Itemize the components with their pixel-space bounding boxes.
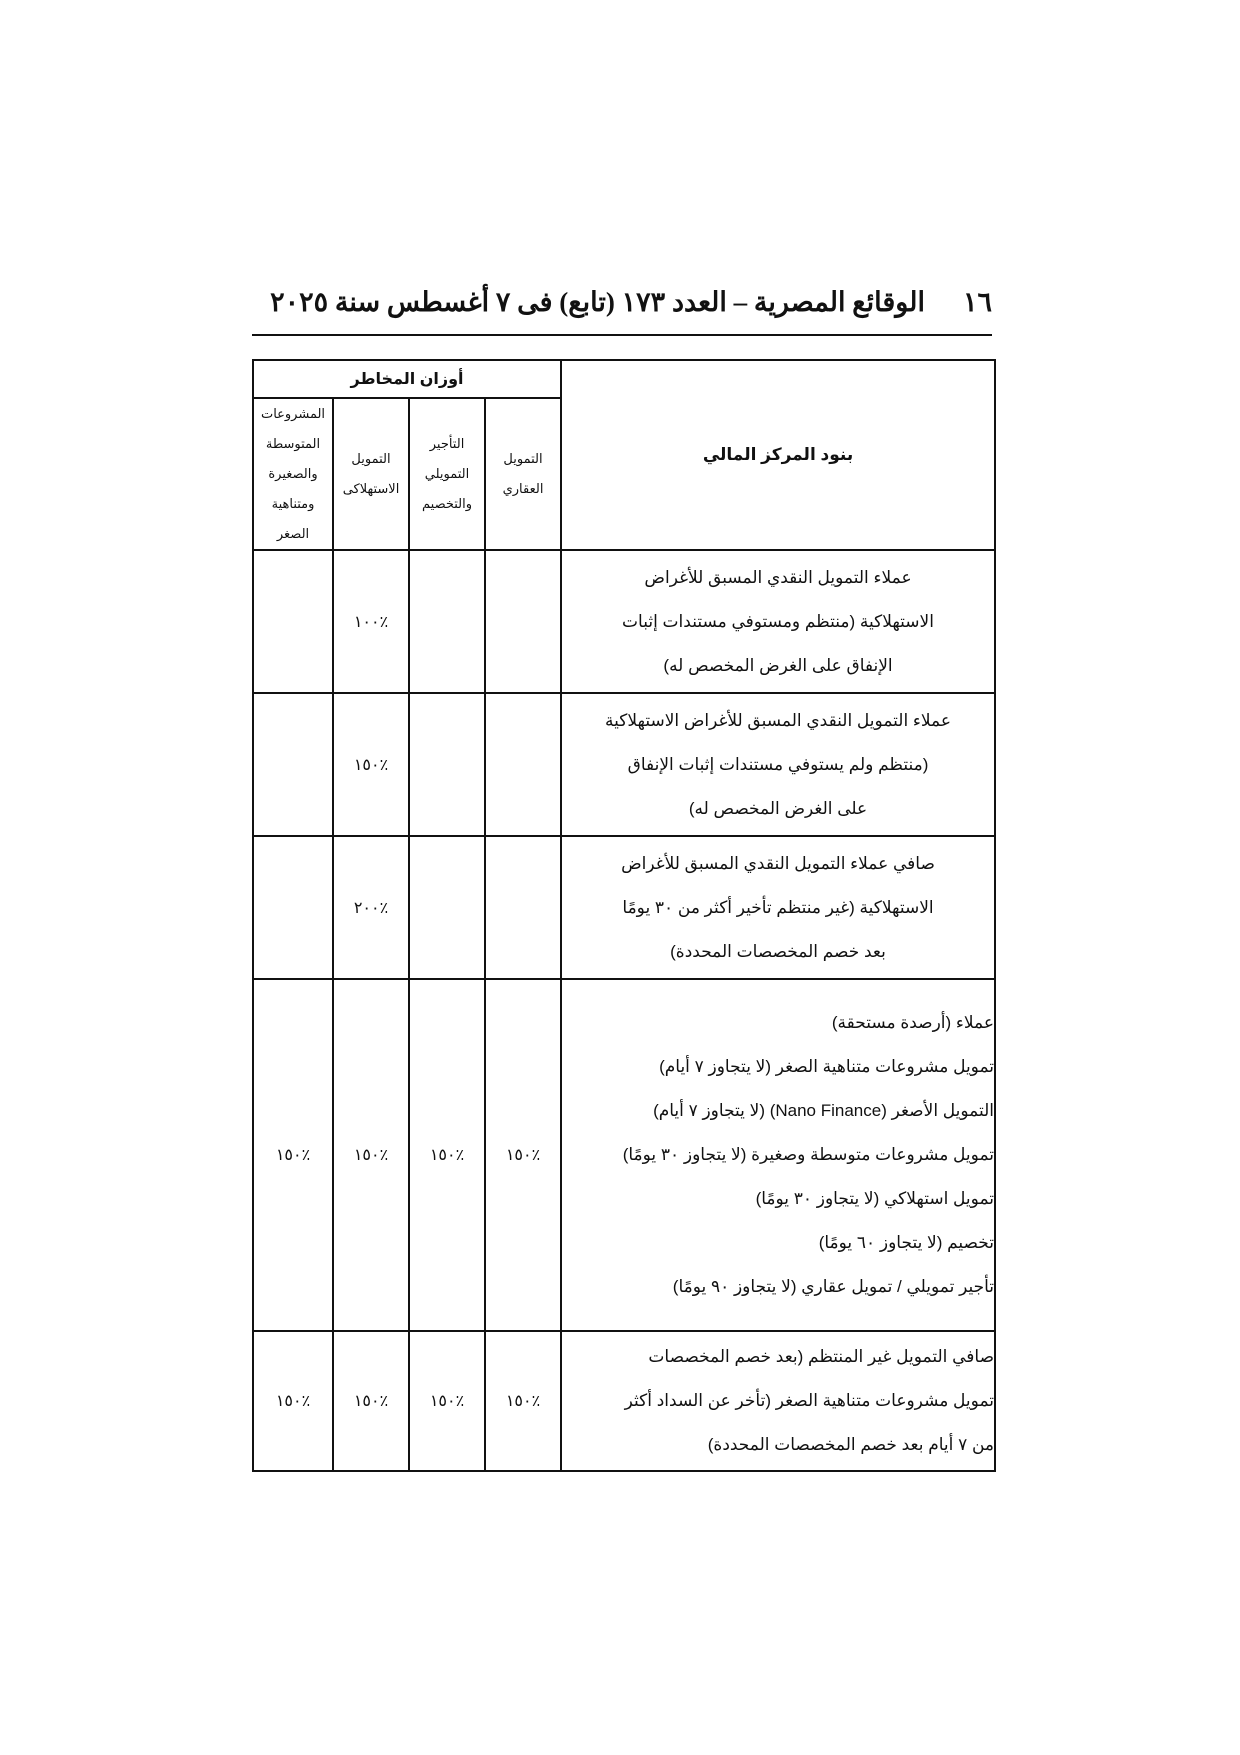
- item-line: من ٧ أيام بعد خصم المخصصات المحددة): [707, 1435, 995, 1454]
- item-line: عملاء التمويل النقدي المسبق للأغراض الاستهلاكية: [605, 710, 952, 730]
- row-item-text: [561, 1331, 995, 1471]
- item-line: صافي التمويل غير المنتظم (بعد خصم المخصصات: [648, 1347, 995, 1366]
- weight-cell: ٪١٥٠: [333, 693, 409, 836]
- weight-cell: [253, 550, 333, 693]
- item-line: الإنفاق على الغرض المخصص له): [663, 655, 893, 675]
- column-header-real-estate: التمويل العقاري: [485, 398, 561, 550]
- item-line: بعد خصم المخصصات المحددة): [670, 941, 886, 961]
- page-number: ١٦: [962, 286, 992, 317]
- column-header-items: بنود المركز المالي: [561, 360, 995, 550]
- column-header-leasing-factoring: التأجير التمويلي والتخصيم: [409, 398, 485, 550]
- weight-cell: ٪١٥٠: [253, 1331, 333, 1471]
- row-item-text: [561, 693, 995, 836]
- table-row: [253, 550, 995, 693]
- table-row: [253, 1331, 995, 1471]
- weight-cell: [485, 693, 561, 836]
- item-line: تمويل مشروعات متناهية الصغر (لا يتجاوز ٧ أيام): [659, 1057, 995, 1076]
- item-line: الاستهلاكية (غير منتظم تأخير أكثر من ٣٠ يومًا: [622, 897, 934, 917]
- weight-cell: [409, 550, 485, 693]
- weight-cell: ٪١٥٠: [409, 1331, 485, 1471]
- weight-cell: [485, 550, 561, 693]
- weight-cell: ٪١٥٠: [485, 1331, 561, 1471]
- item-line: على الغرض المخصص له): [688, 798, 868, 818]
- weight-cell: ٪١٥٠: [333, 979, 409, 1331]
- publication-title: الوقائع المصرية – العدد ١٧٣ (تابع) فى ٧ أغسطس سنة ٢٠٢٥: [270, 286, 925, 317]
- weight-cell: [485, 836, 561, 979]
- item-line: صافي عملاء التمويل النقدي المسبق للأغراض: [621, 853, 935, 873]
- table-row: [253, 693, 995, 836]
- row-item-text: [561, 550, 995, 693]
- item-line: تمويل مشروعات متناهية الصغر (تأخر عن السداد أكثر: [624, 1391, 995, 1410]
- item-line: (منتظم ولم يستوفي مستندات إثبات الإنفاق: [627, 754, 929, 774]
- item-line: تأجير تمويلي / تمويل عقاري (لا يتجاوز ٩٠ يومًا): [672, 1277, 995, 1296]
- weight-cell: ٪١٥٠: [333, 1331, 409, 1471]
- table-row: [253, 979, 995, 1331]
- table-header-row: [253, 360, 995, 398]
- page-header: [252, 278, 992, 326]
- item-line: عملاء (أرصدة مستحقة): [831, 1013, 995, 1032]
- weight-cell: [253, 836, 333, 979]
- row-item-text: [561, 979, 995, 1331]
- weight-cell: ٪٢٠٠: [333, 836, 409, 979]
- weight-cell: [409, 693, 485, 836]
- item-line: عملاء التمويل النقدي المسبق للأغراض: [644, 567, 912, 587]
- weight-cell: [409, 836, 485, 979]
- row-item-text: [561, 836, 995, 979]
- header-rule: [252, 334, 992, 336]
- item-line: تمويل استهلاكي (لا يتجاوز ٣٠ يومًا): [755, 1189, 995, 1208]
- column-header-consumer: التمويل الاستهلاكى: [333, 398, 409, 550]
- weight-cell: ٪١٥٠: [253, 979, 333, 1331]
- column-header-risk-weights: أوزان المخاطر: [253, 360, 561, 398]
- item-line: الاستهلاكية (منتظم ومستوفي مستندات إثبات: [622, 611, 934, 631]
- weight-cell: ٪١٥٠: [485, 979, 561, 1331]
- item-line: تخصيم (لا يتجاوز ٦٠ يومًا): [818, 1233, 995, 1252]
- item-line: تمويل مشروعات متوسطة وصغيرة (لا يتجاوز ٣٠ يومًا): [622, 1145, 995, 1164]
- risk-weights-table: [252, 359, 996, 1472]
- weight-cell: [253, 693, 333, 836]
- column-header-smes: المشروعات المتوسطة والصغيرة ومتناهية الصغر: [253, 398, 333, 550]
- weight-cell: ٪١٠٠: [333, 550, 409, 693]
- weight-cell: ٪١٥٠: [409, 979, 485, 1331]
- item-line: التمويل الأصغر (Nano Finance) (لا يتجاوز ٧ أيام): [653, 1101, 995, 1120]
- table-row: [253, 836, 995, 979]
